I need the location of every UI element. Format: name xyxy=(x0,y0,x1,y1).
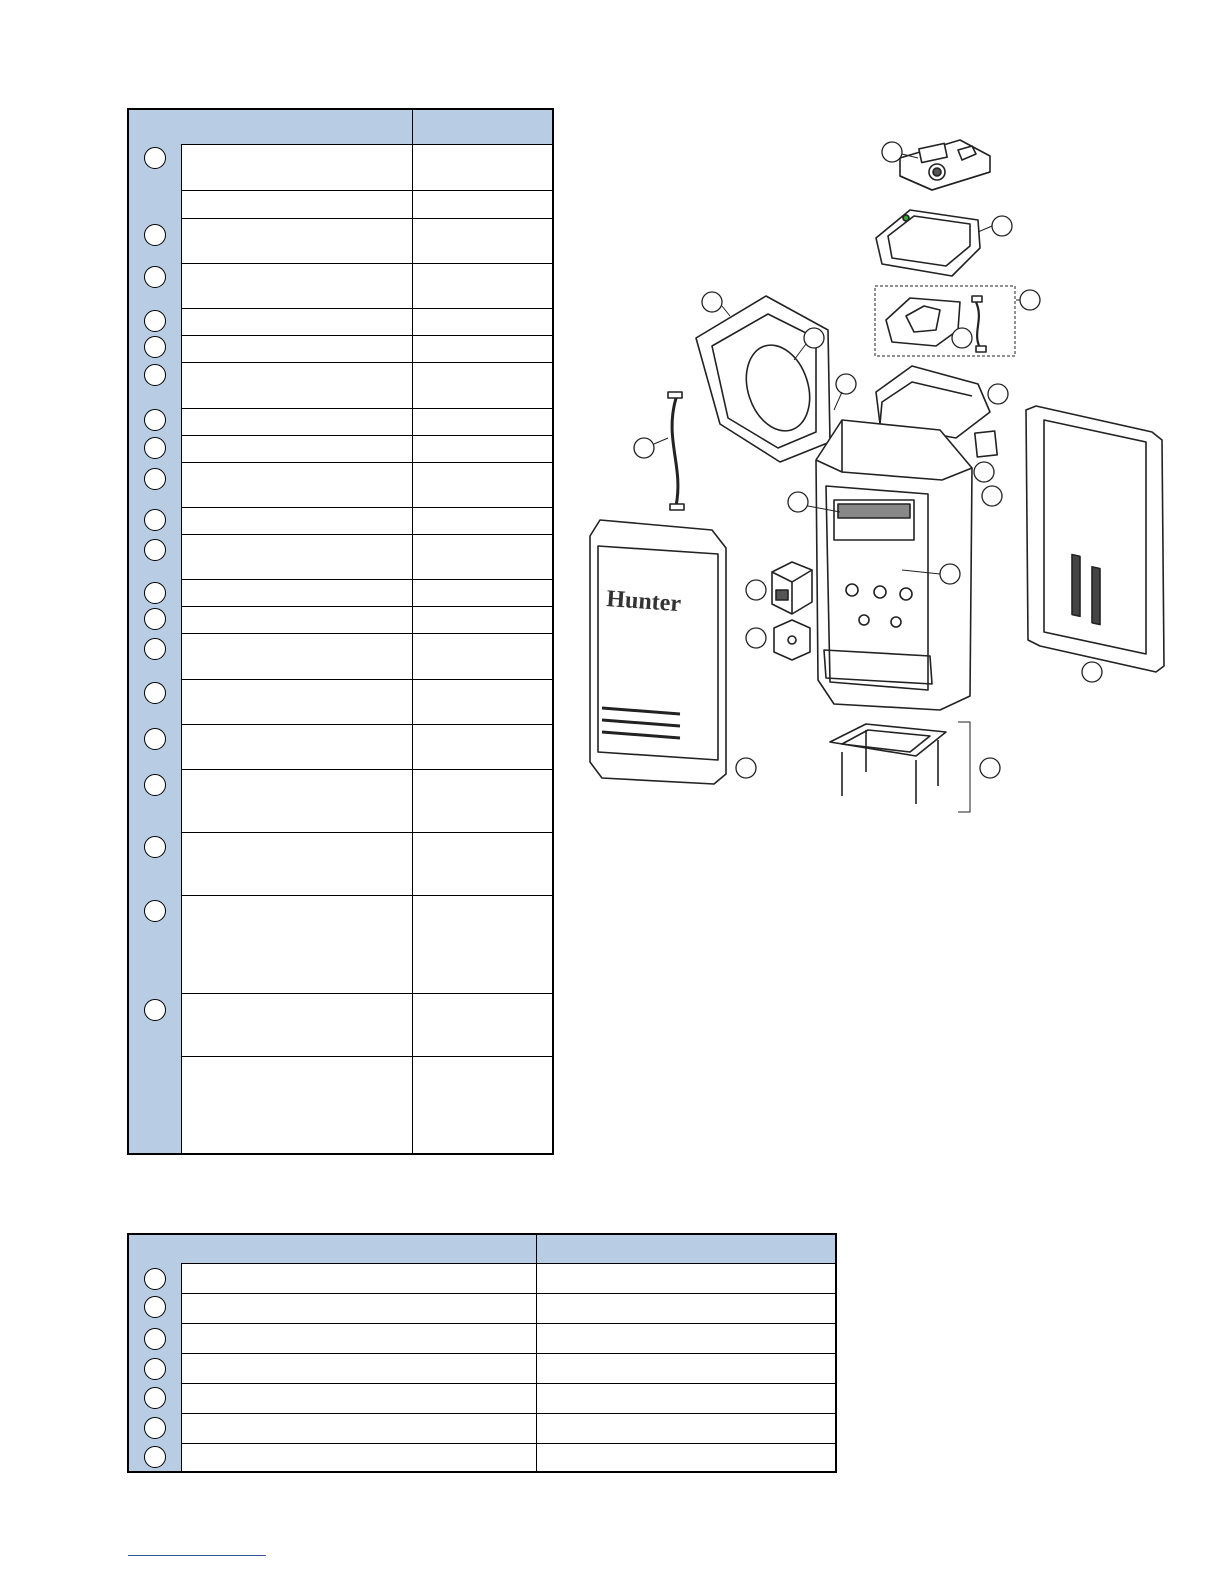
parts-table-item-badge xyxy=(144,900,166,922)
parts-table-item-badge xyxy=(144,682,166,704)
callout-circle xyxy=(992,216,1012,236)
front-door xyxy=(696,296,830,462)
callout-circle xyxy=(980,758,1000,778)
lower-table-item-badge xyxy=(144,1328,166,1350)
parts_table-row-divider xyxy=(181,579,552,580)
callout-circle xyxy=(746,628,766,648)
callout-circle xyxy=(882,142,902,162)
lower_table-row-divider xyxy=(181,1383,835,1384)
callout-circle xyxy=(988,384,1008,404)
lower-table xyxy=(127,1233,837,1473)
parts_table-row-divider xyxy=(181,895,552,896)
parts-table-item-badge xyxy=(144,266,166,288)
parts-table-item-badge xyxy=(144,638,166,660)
callout-circle xyxy=(982,486,1002,506)
parts_table-row-divider xyxy=(181,408,552,409)
lower-table-item-badge xyxy=(144,1296,166,1318)
callout-circle xyxy=(836,374,856,394)
parts_table-row-divider xyxy=(181,190,552,191)
transformer xyxy=(772,562,812,614)
callout-circle xyxy=(1020,290,1040,310)
callout-leader xyxy=(722,306,730,316)
parts_table-row-divider xyxy=(181,679,552,680)
parts-table-column-divider xyxy=(412,110,413,1153)
parts_table-row-divider xyxy=(181,308,552,309)
callout-circle xyxy=(746,580,766,600)
lower-table-item-badge xyxy=(144,1446,166,1468)
parts-table-item-badge xyxy=(144,147,166,169)
brand-text: Hunter xyxy=(605,586,682,618)
base-bracket-line xyxy=(958,722,970,812)
callout-circle xyxy=(940,564,960,584)
callout-circle xyxy=(804,328,824,348)
lower_table-row-divider xyxy=(181,1263,835,1264)
parts-table-item-badge xyxy=(144,539,166,561)
lower_table-row-divider xyxy=(181,1353,835,1354)
parts-table-item-badge xyxy=(144,774,166,796)
side-panel xyxy=(1026,406,1164,672)
parts-table-item-badge xyxy=(144,437,166,459)
lower-table-item-badge xyxy=(144,1417,166,1439)
callout-circle xyxy=(788,492,808,512)
small-plate xyxy=(975,431,997,457)
callout-circle xyxy=(736,758,756,778)
parts_table-row-divider xyxy=(181,1056,552,1057)
parts_table-row-divider xyxy=(181,507,552,508)
parts-table-item-badge xyxy=(144,999,166,1021)
parts_table-row-divider xyxy=(181,832,552,833)
exploded-view-figure xyxy=(580,120,1180,820)
parts_table-row-divider xyxy=(181,435,552,436)
parts_table-row-divider xyxy=(181,633,552,634)
callout-circle xyxy=(952,328,972,348)
lower_table-row-divider xyxy=(181,1443,835,1444)
parts-table-item-badge xyxy=(144,409,166,431)
callout-circle xyxy=(1082,662,1102,682)
surge-module xyxy=(774,620,810,660)
callout-circle xyxy=(634,438,654,458)
lower_table-row-divider xyxy=(181,1413,835,1414)
callout-leader xyxy=(654,438,668,444)
callout-circle xyxy=(974,462,994,482)
front-panel xyxy=(590,520,726,784)
lower-table-item-badge xyxy=(144,1387,166,1409)
parts_table-row-divider xyxy=(181,218,552,219)
parts-table-item-badge xyxy=(144,728,166,750)
callout-leader xyxy=(978,226,992,232)
lower-table-item-badge xyxy=(144,1268,166,1290)
footer-link-underline[interactable] xyxy=(128,1555,266,1556)
parts-table-item-badge xyxy=(144,310,166,332)
parts-table xyxy=(127,108,554,1155)
parts_table-row-divider xyxy=(181,263,552,264)
parts-table-item-badge xyxy=(144,836,166,858)
parts_table-row-divider xyxy=(181,769,552,770)
lower-table-item-badge xyxy=(144,1358,166,1380)
controller-module xyxy=(900,140,990,190)
pedestal-base xyxy=(830,724,946,804)
parts_table-row-divider xyxy=(181,462,552,463)
parts-table-item-badge xyxy=(144,509,166,531)
ribbon-cable-small xyxy=(972,296,986,352)
lower_table-row-divider xyxy=(181,1293,835,1294)
parts-table-item-badge xyxy=(144,608,166,630)
callout-circle xyxy=(702,292,722,312)
ribbon-cable-long xyxy=(668,392,684,510)
parts_table-row-divider xyxy=(181,335,552,336)
parts_table-row-divider xyxy=(181,534,552,535)
parts-table-item-badge xyxy=(144,336,166,358)
parts-table-item-badge xyxy=(144,224,166,246)
parts_table-row-divider xyxy=(181,606,552,607)
callout-leader xyxy=(834,392,842,410)
parts_table-row-divider xyxy=(181,362,552,363)
parts-table-item-badge xyxy=(144,582,166,604)
bezel-plate xyxy=(876,210,980,276)
parts-table-item-badge xyxy=(144,468,166,490)
parts_table-row-divider xyxy=(181,724,552,725)
lower_table-row-divider xyxy=(181,1323,835,1324)
parts-table-header xyxy=(181,110,552,145)
parts-table-item-badge xyxy=(144,364,166,386)
bracket-plate xyxy=(886,298,960,346)
parts_table-row-divider xyxy=(181,993,552,994)
lower-table-header xyxy=(181,1235,835,1264)
